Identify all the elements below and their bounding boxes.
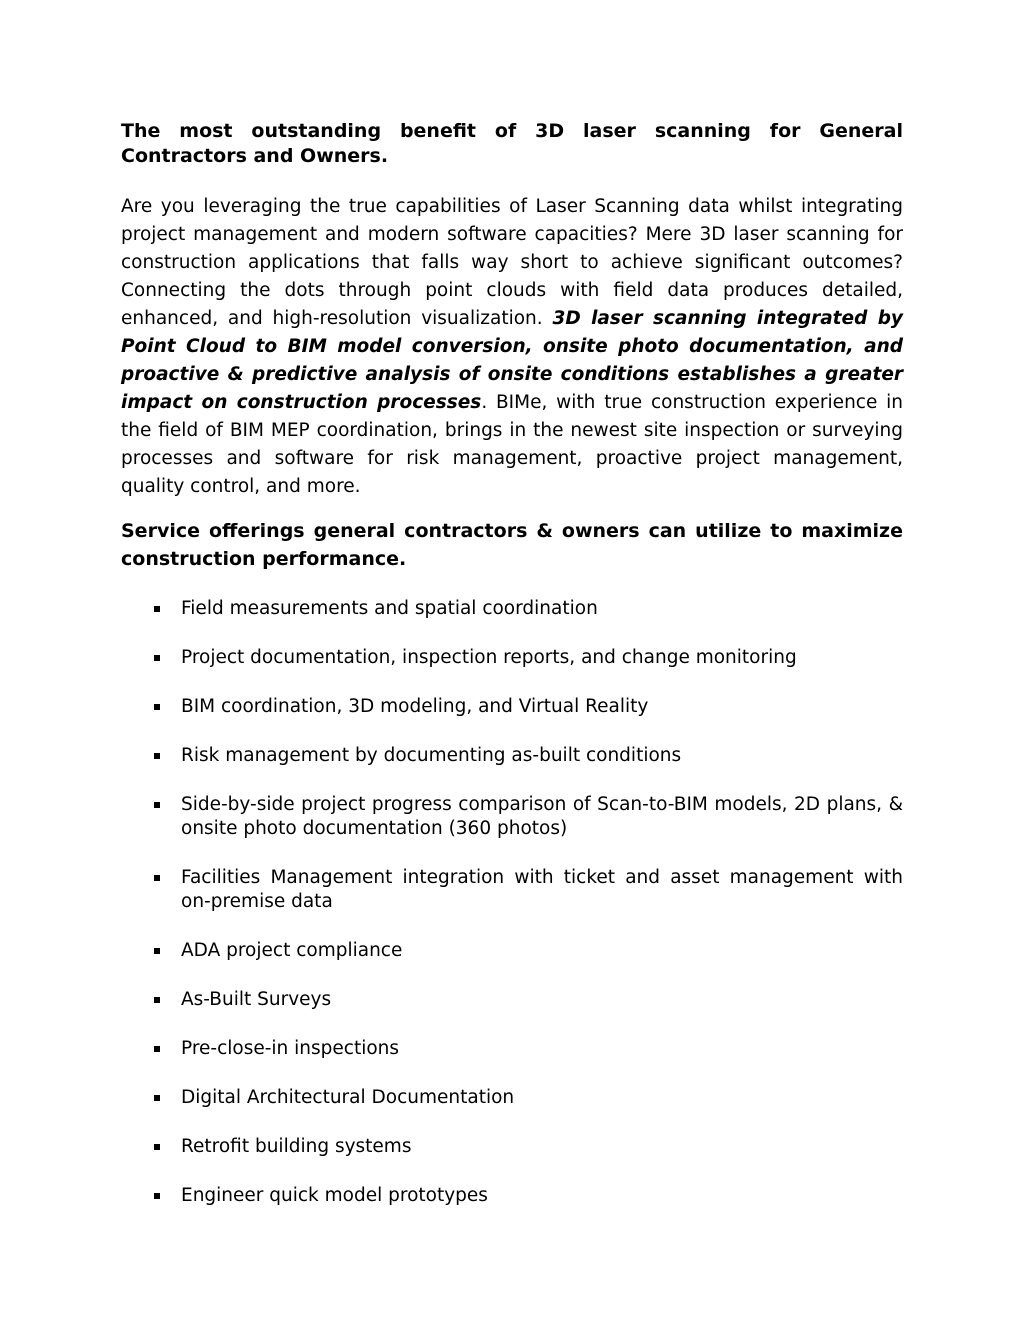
list-item: [121, 1135, 903, 1159]
list-item: [121, 744, 903, 768]
square-bullet-icon: [154, 606, 160, 612]
list-item: [121, 1184, 903, 1208]
square-bullet-icon: [154, 753, 160, 759]
list-item: [121, 597, 903, 621]
list-item: [121, 1037, 903, 1061]
list-item: [121, 793, 903, 841]
square-bullet-icon: [154, 875, 160, 881]
document-page: [121, 119, 903, 1233]
paragraph-text-outro: . BIMe, with true construction experience in the field of BIM MEP coordination, brings in the newest site inspection or surveying processes and software for risk management, proactive project management, quality control, and more.: [121, 392, 904, 497]
section-heading-services: Service offerings general contractors & owners can utilize to maximize construction performance.: [121, 520, 903, 570]
list-item-text: As-Built Surveys: [181, 989, 332, 1010]
square-bullet-icon: [154, 802, 160, 808]
list-item-text: Digital Architectural Documentation: [181, 1087, 515, 1108]
list-item-text: ADA project compliance: [181, 940, 403, 961]
square-bullet-icon: [154, 1095, 160, 1101]
paragraph-text-intro: Are you leveraging the true capabilities of Laser Scanning data whilst integrating project management and modern software capacities? Mere 3D laser scanning for construction applications that falls way short to achieve significant outcomes? Connecting the dots through point clouds with field data produces detailed, enhanced, and high-resolution visualization.: [121, 196, 903, 329]
square-bullet-icon: [154, 704, 160, 710]
list-item-text: Project documentation, inspection reports, and change monitoring: [181, 647, 797, 668]
list-item-text: Facilities Management integration with ticket and asset management with on-premise data: [181, 867, 903, 912]
square-bullet-icon: [154, 948, 160, 954]
list-item: [121, 646, 903, 670]
list-item-text: Pre-close-in inspections: [181, 1038, 400, 1059]
list-item-text: Field measurements and spatial coordination: [181, 598, 598, 619]
square-bullet-icon: [154, 655, 160, 661]
section-heading-benefit: The most outstanding benefit of 3D laser scanning for General Contractors and Owners.: [121, 120, 903, 167]
list-item-text: Risk management by documenting as-built conditions: [181, 745, 682, 766]
list-item-text: Retrofit building systems: [181, 1136, 412, 1157]
square-bullet-icon: [154, 1046, 160, 1052]
square-bullet-icon: [154, 1193, 160, 1199]
intro-paragraph: [121, 193, 903, 501]
square-bullet-icon: [154, 1144, 160, 1150]
paragraph-emphasis: 3D laser scanning integrated by Point Cloud to BIM model conversion, onsite photo documentation, and proactive & predictive analysis of onsite conditions establishes a greater impact on construction processes: [121, 308, 903, 413]
list-item: [121, 1086, 903, 1110]
list-item: [121, 695, 903, 719]
list-item-text: Engineer quick model prototypes: [181, 1185, 488, 1206]
list-item: [121, 866, 903, 914]
list-item-text: BIM coordination, 3D modeling, and Virtual Reality: [181, 696, 649, 717]
list-item: [121, 939, 903, 963]
service-list: [121, 597, 903, 1208]
square-bullet-icon: [154, 997, 160, 1003]
list-item: [121, 988, 903, 1012]
list-item-text: Side-by-side project progress comparison of Scan-to-BIM models, 2D plans, & onsite photo documentation (360 photos): [181, 794, 903, 839]
